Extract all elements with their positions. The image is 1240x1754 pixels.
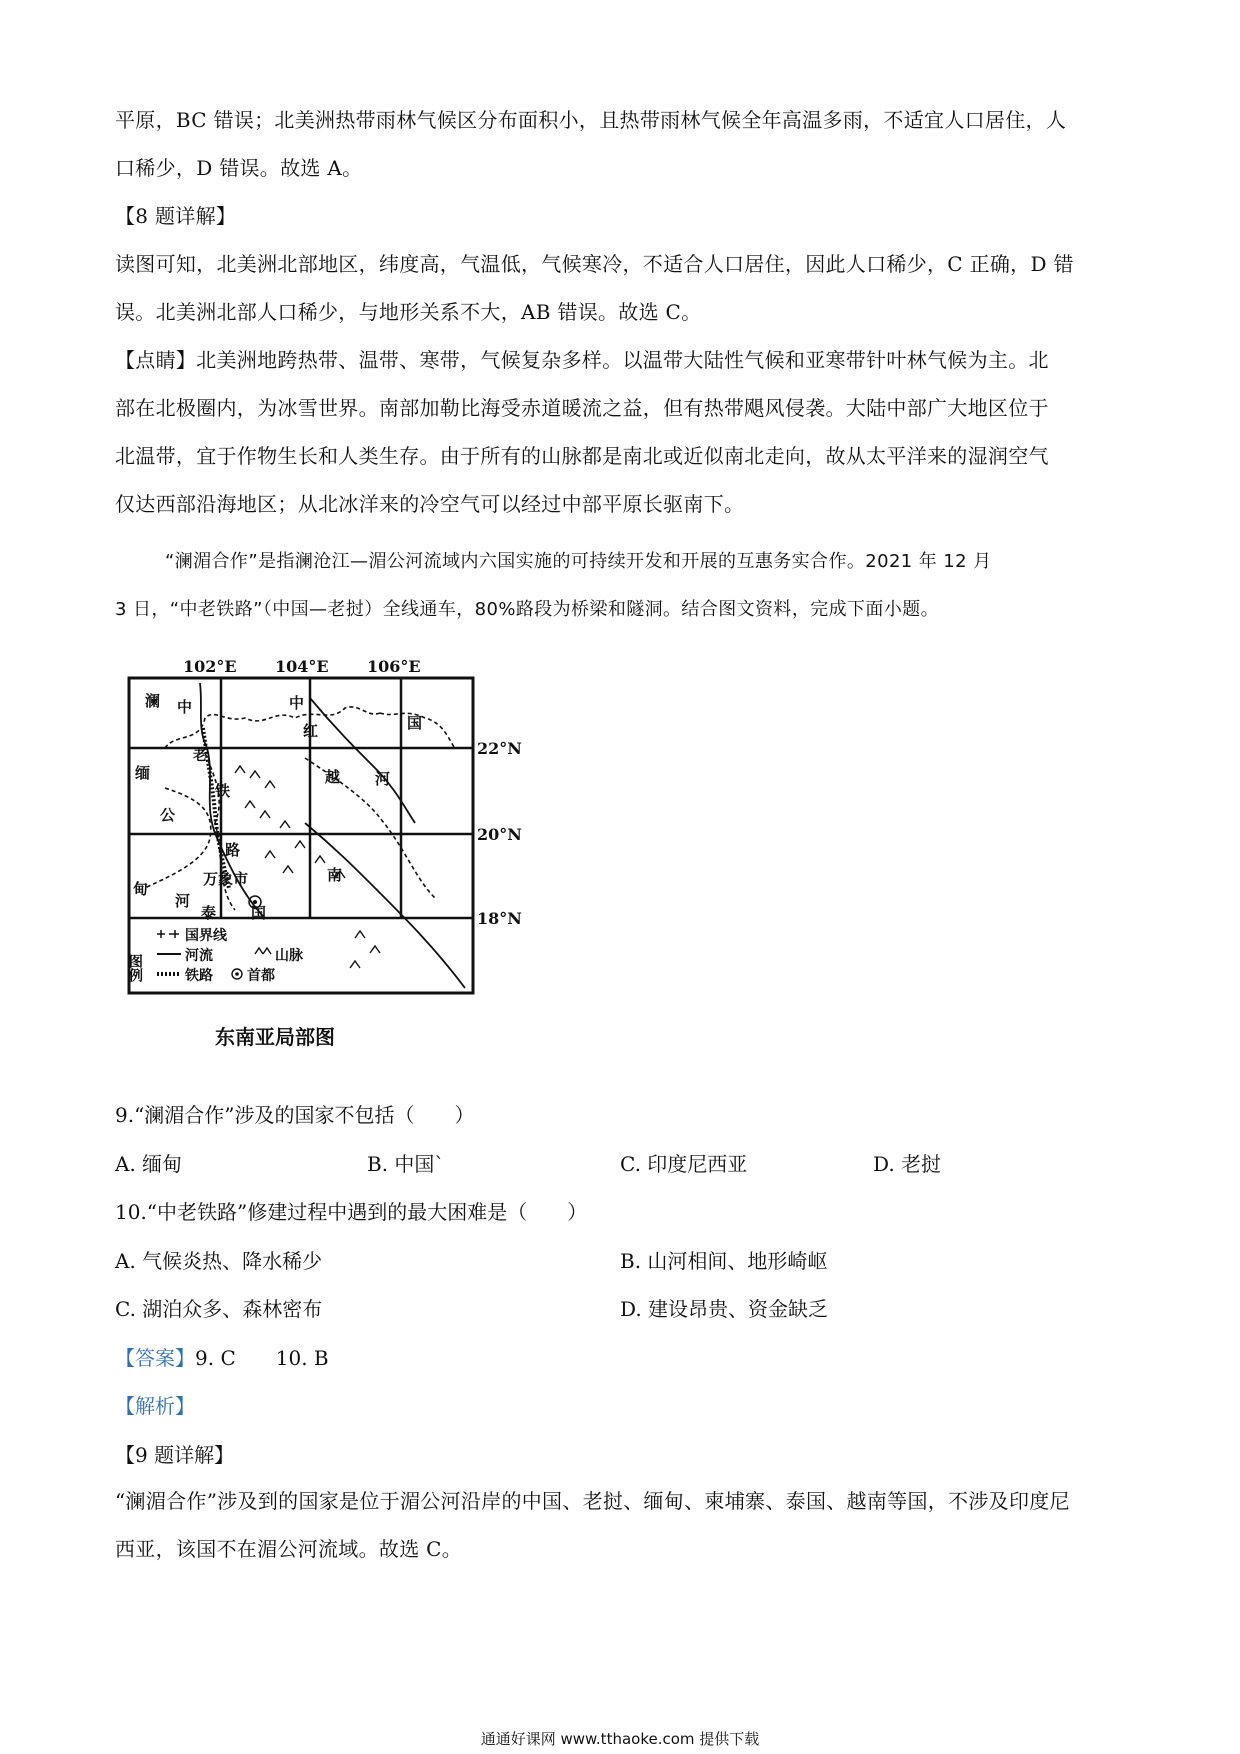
text-line: 口稀少，D 错误。故选 A。	[115, 156, 363, 180]
legend-capital-label: 首都	[247, 968, 275, 984]
q9-option-c[interactable]: C. 印度尼西亚	[620, 1152, 748, 1176]
intro-line: 3 日，“中老铁路”（中国—老挝）全线通车，80%路段为桥梁和隧洞。结合图文资料，完成下面小题。	[115, 599, 940, 620]
q9-option-d[interactable]: D. 老挝	[873, 1152, 942, 1176]
q7-detail-continuation	[115, 96, 1130, 528]
text-line: 误。北美洲北部人口稀少，与地形关系不大，AB 错误。故选 C。	[115, 300, 702, 324]
text-line: 平原，BC 错误；北美洲热带雨林气候区分布面积小，且热带雨林气候全年高温多雨，不适宜人口居住，人	[115, 108, 1067, 132]
q9-stem: 9.“澜湄合作”涉及的国家不包括（ ）	[115, 1103, 475, 1127]
text-line: 读图可知，北美洲北部地区，纬度高，气温低，气候寒冷，不适合人口居住，因此人口稀少，C 正确，D 错	[115, 252, 1074, 276]
map-place-label: 路	[225, 841, 241, 859]
lon-label: 104°E	[275, 657, 329, 676]
capital-label: 万象市	[203, 870, 249, 888]
map-place-label: 泰	[201, 904, 217, 922]
map-place-label: 南	[327, 866, 343, 884]
map-place-label: 越	[325, 768, 341, 786]
q9-detail-heading: 【9 题详解】	[115, 1443, 235, 1467]
southeast-asia-map	[105, 648, 565, 1073]
map-place-label: 国	[407, 714, 423, 732]
text-line: 北温带，宜于作物生长和人类生存。由于所有的山脉都是南北或近似南北走向，故从太平洋来的湿润空气	[115, 444, 1049, 468]
lon-label: 102°E	[183, 657, 237, 676]
q10-option-d[interactable]: D. 建设昂贵、资金缺乏	[620, 1297, 829, 1321]
q9-detail-body	[115, 1477, 1130, 1573]
map-caption: 东南亚局部图	[215, 1025, 335, 1049]
intro-line: “澜湄合作”是指澜沧江—湄公河流域内六国实施的可持续开发和开展的互惠务实合作。2021 年 12 月	[165, 551, 992, 572]
q10-option-c[interactable]: C. 湖泊众多、森林密布	[115, 1297, 323, 1321]
border-lines	[145, 707, 455, 910]
lon-label: 106°E	[367, 657, 421, 676]
answer-label: 【答案】	[115, 1346, 195, 1370]
mountain-legend-symbol	[255, 948, 271, 954]
answer-value: 9. C 10. B	[195, 1346, 329, 1370]
answer-line	[115, 1342, 329, 1371]
map-place-label: 红	[303, 722, 319, 740]
legend-border-label: 国界线	[185, 928, 227, 944]
q9-option-b[interactable]: B. 中国`	[367, 1152, 445, 1176]
map-place-label: 甸	[133, 880, 149, 898]
page-footer: 通通好课网 www.tthaoke.com 提供下载	[480, 1730, 760, 1748]
map-place-label: 老	[193, 748, 207, 764]
map-legend	[127, 927, 304, 984]
legend-river-label: 河流	[185, 948, 213, 964]
text-line: 西亚，该国不在湄公河流域。故选 C。	[115, 1537, 463, 1561]
text-line: 仅达西部沿海地区；从北冰洋来的冷空气可以经过中部平原长驱南下。	[115, 492, 745, 516]
map-place-label: 中	[177, 698, 193, 716]
capital-legend-dot	[235, 972, 239, 976]
lat-label: 20°N	[477, 825, 522, 844]
map-place-label: 缅	[135, 764, 151, 782]
lat-label: 22°N	[477, 739, 522, 758]
text-line: “澜湄合作”涉及到的国家是位于湄公河沿岸的中国、老挝、缅甸、柬埔寨、泰国、越南等国，不涉及印度尼	[115, 1489, 1070, 1513]
lat-label: 18°N	[477, 909, 522, 928]
q10-option-b[interactable]: B. 山河相间、地形崎岖	[620, 1249, 828, 1273]
q10-option-a[interactable]: A. 气候炎热、降水稀少	[115, 1249, 323, 1273]
q9-option-a[interactable]: A. 缅甸	[115, 1152, 183, 1176]
legend-mountain-label: 山脉	[275, 948, 303, 964]
text-line: 部在北极圈内，为冰雪世界。南部加勒比海受赤道暖流之益，但有热带飓风侵袭。大陆中部广大地区位于	[115, 396, 1049, 420]
tip-line: 【点睛】北美洲地跨热带、温带、寒带，气候复杂多样。以温带大陆性气候和亚寒带针叶林气候为主。北	[115, 348, 1049, 372]
border-symbol	[157, 930, 179, 938]
q8-heading: 【8 题详解】	[115, 204, 237, 228]
analysis-label: 【解析】	[115, 1394, 195, 1418]
map-place-label: 澜	[145, 692, 161, 710]
legend-title: 图例	[127, 954, 143, 982]
map-place-label: 国	[251, 904, 267, 922]
passage-intro	[115, 538, 1130, 634]
map-place-label: 铁	[215, 782, 231, 800]
map-place-label: 河	[375, 770, 391, 788]
q10-stem: 10.“中老铁路”修建过程中遇到的最大困难是（ ）	[115, 1200, 588, 1224]
map-place-label: 河	[175, 892, 191, 910]
legend-railway-label: 铁路	[185, 968, 213, 984]
map-place-label: 公	[160, 806, 176, 824]
river-lines	[200, 683, 465, 988]
map-place-label: 中	[289, 694, 305, 712]
